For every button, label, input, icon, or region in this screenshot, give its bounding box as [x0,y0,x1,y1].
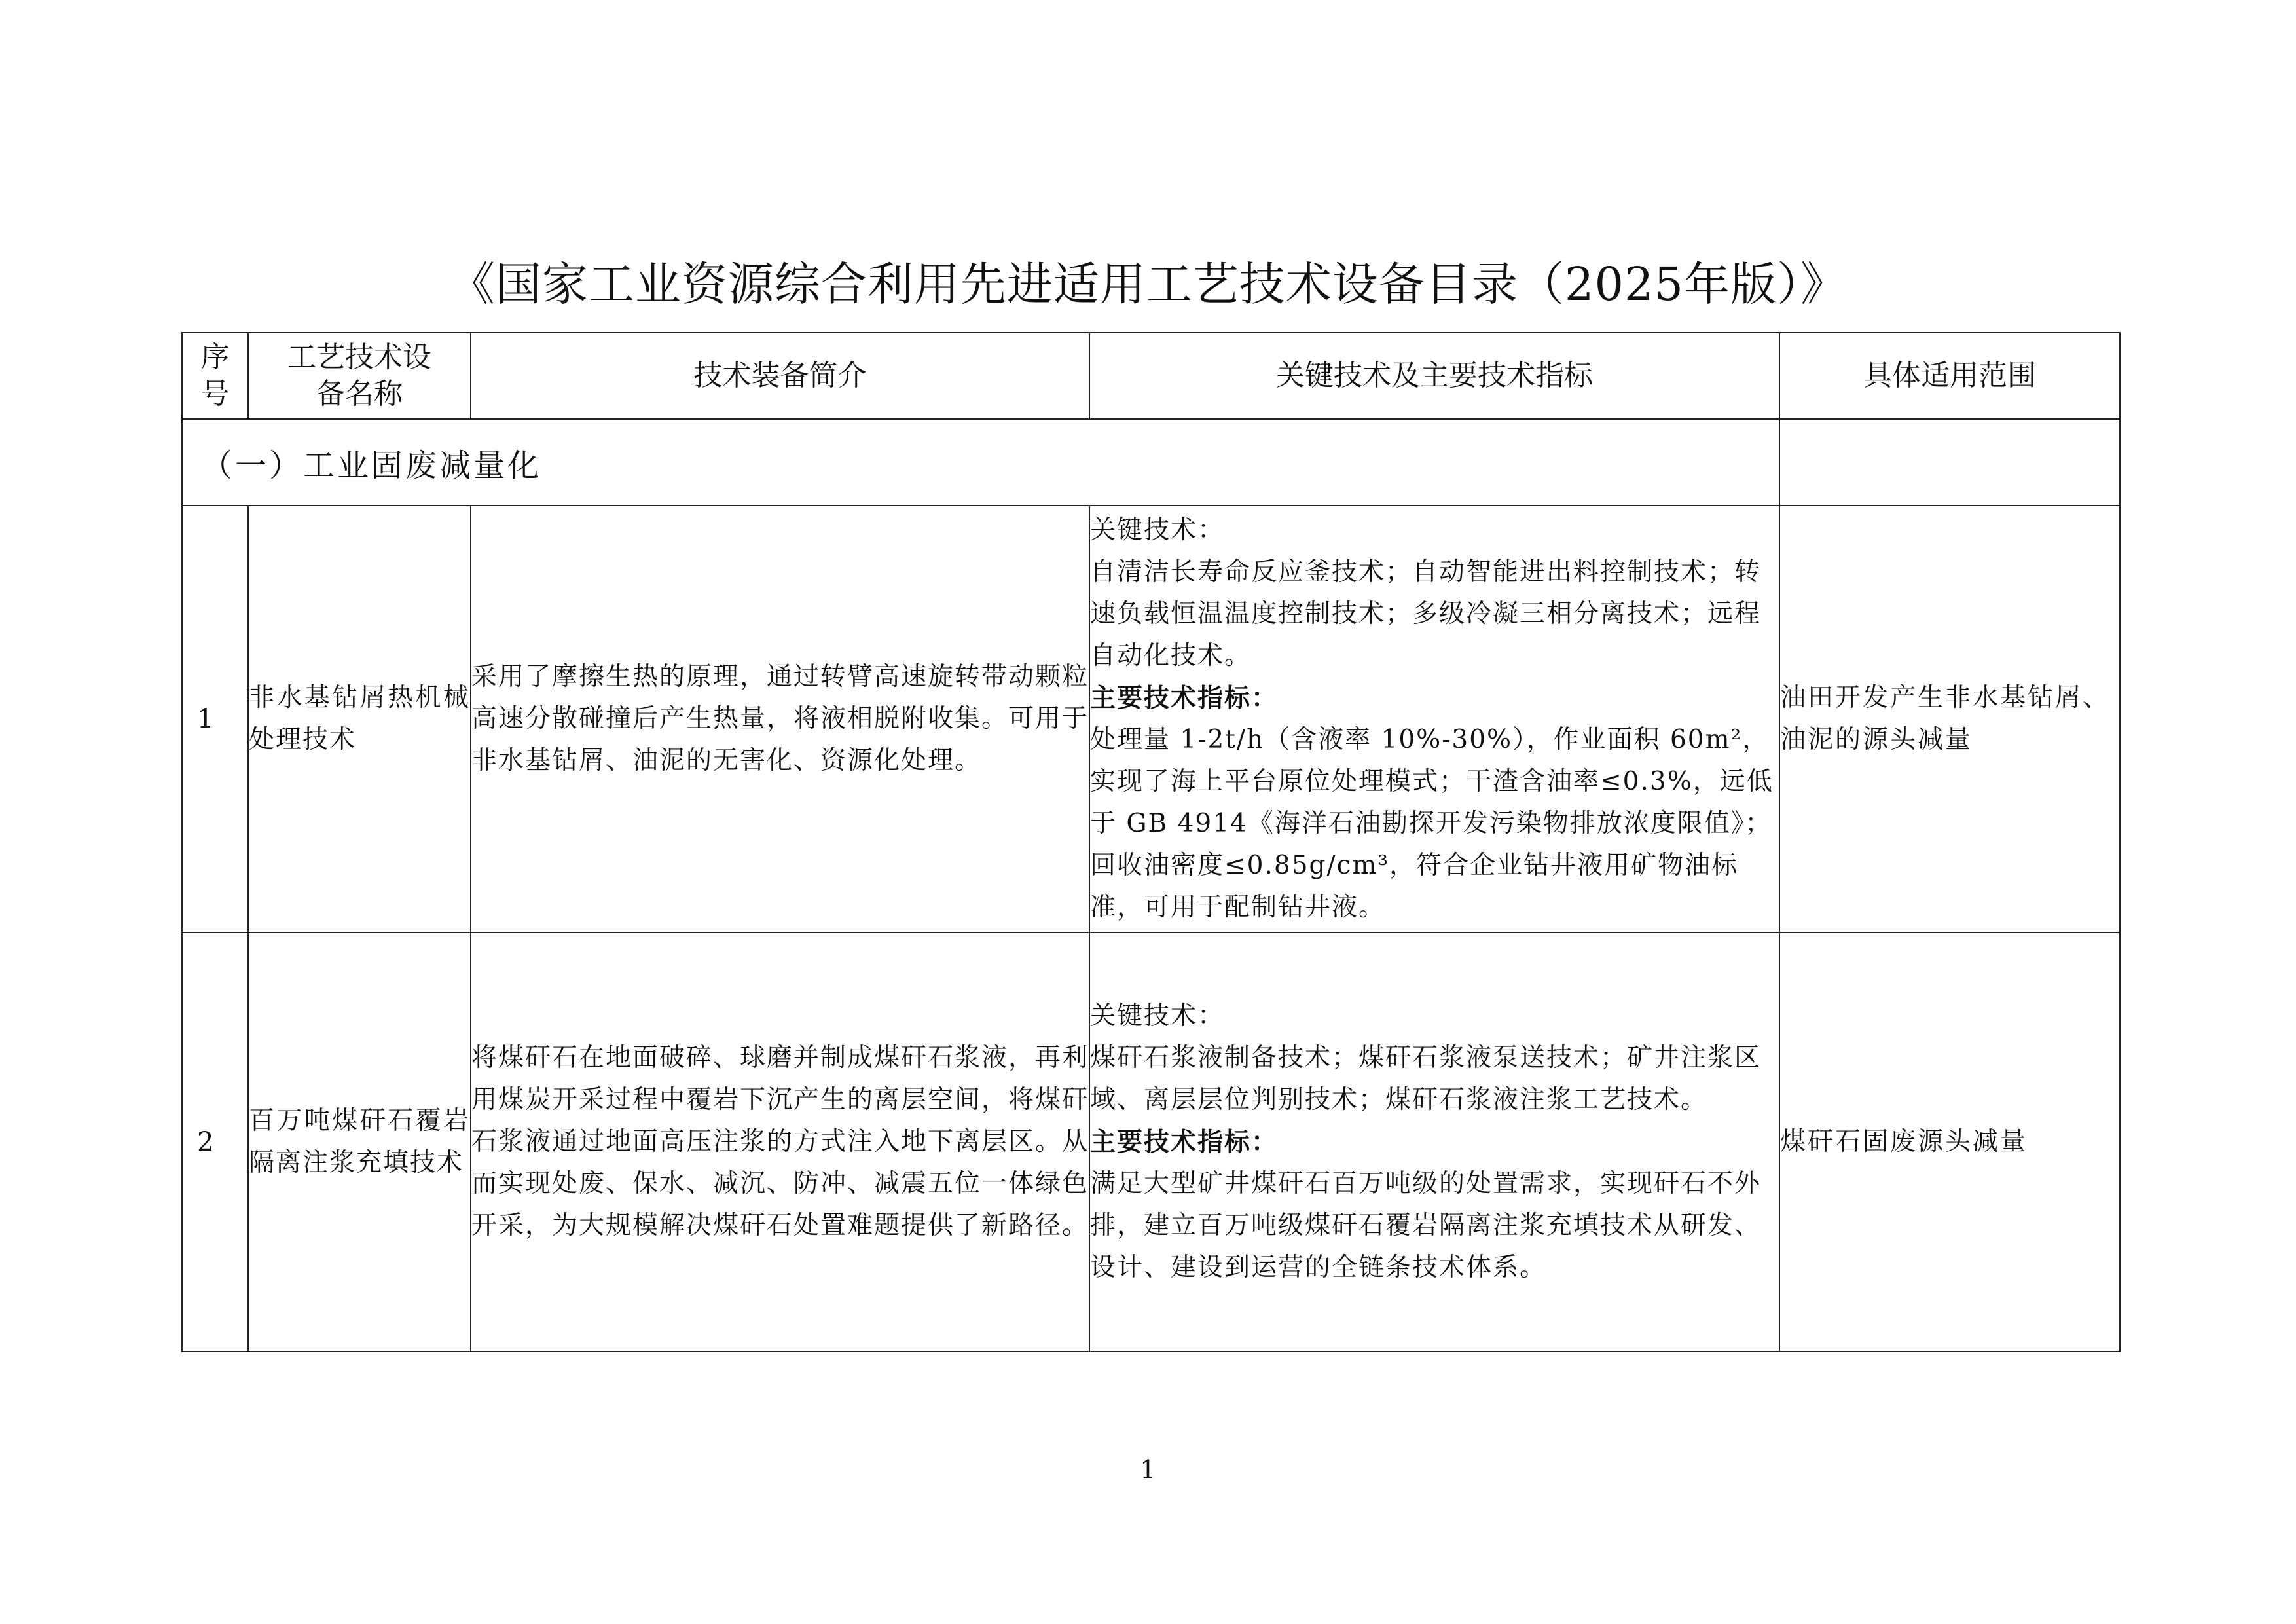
header-scope: 具体适用范围 [1779,333,2120,419]
row-name: 百万吨煤矸石覆岩隔离注浆充填技术 [248,932,471,1352]
row-intro: 将煤矸石在地面破碎、球磨并制成煤矸石浆液，再利用煤炭开采过程中覆岩下沉产生的离层空间，将煤矸石浆液通过地面高压注浆的方式注入地下离层区。从而实现处废、保水、减沉、防冲、减震五位一体绿色开采，为大规模解决煤矸石处置难题提供了新路径。 [471,932,1089,1352]
header-key: 关键技术及主要技术指标 [1089,333,1779,419]
row-intro: 采用了摩擦生热的原理，通过转臂高速旋转带动颗粒高速分散碰撞后产生热量，将液相脱附收集。可用于非水基钻屑、油泥的无害化、资源化处理。 [471,506,1089,932]
key-tech-label: 关键技术： [1090,1001,1225,1031]
document-title: 《国家工业资源综合利用先进适用工艺技术设备目录（2025年版）》 [448,257,1848,311]
key-tech-text: 煤矸石浆液制备技术；煤矸石浆液泵送技术；矿井注浆区域、离层层位判别技术；煤矸石浆液注浆工艺技术。 [1090,1043,1762,1115]
header-intro: 技术装备简介 [471,333,1089,419]
index-text: 满足大型矿井煤矸石百万吨级的处置需求，实现矸石不外排，建立百万吨级煤矸石覆岩隔离注浆充填技术从研发、设计、建设到运营的全链条技术体系。 [1090,1169,1762,1282]
section-row [182,419,2120,506]
catalog-table [181,332,2121,1352]
section-title: （一）工业固废减量化 [182,419,1779,506]
index-label: 主要技术指标： [1090,683,1279,713]
section-empty-cell [1779,419,2120,506]
row-number: 2 [182,932,248,1352]
table-header-row [182,333,2120,419]
row-key-tech [1089,932,1779,1352]
page-number: 1 [1140,1455,1156,1484]
table-row [182,506,2120,932]
header-no: 序号 [182,333,248,419]
key-tech-label: 关键技术： [1090,515,1225,545]
index-text: 处理量 1-2t/h（含液率 10%-30%），作业面积 60m²，实现了海上平台原位处理模式；干渣含油率≤0.3%，远低于 GB 4914《海洋石油勘探开发污染物排放浓度限值》；回收油密度≤0.85g/cm³，符合企业钻井液用矿物油标准，可用于配制钻井液。 [1090,725,1774,922]
row-scope: 煤矸石固废源头减量 [1779,932,2120,1352]
row-scope: 油田开发产生非水基钻屑、油泥的源头减量 [1779,506,2120,932]
header-name: 工艺技术设备名称 [248,333,471,419]
table-row [182,932,2120,1352]
row-number: 1 [182,506,248,932]
row-key-tech [1089,506,1779,932]
row-name: 非水基钻屑热机械处理技术 [248,506,471,932]
index-label: 主要技术指标： [1090,1127,1279,1157]
key-tech-text: 自清洁长寿命反应釜技术；自动智能进出料控制技术；转速负载恒温温度控制技术；多级冷凝三相分离技术；远程自动化技术。 [1090,557,1762,671]
